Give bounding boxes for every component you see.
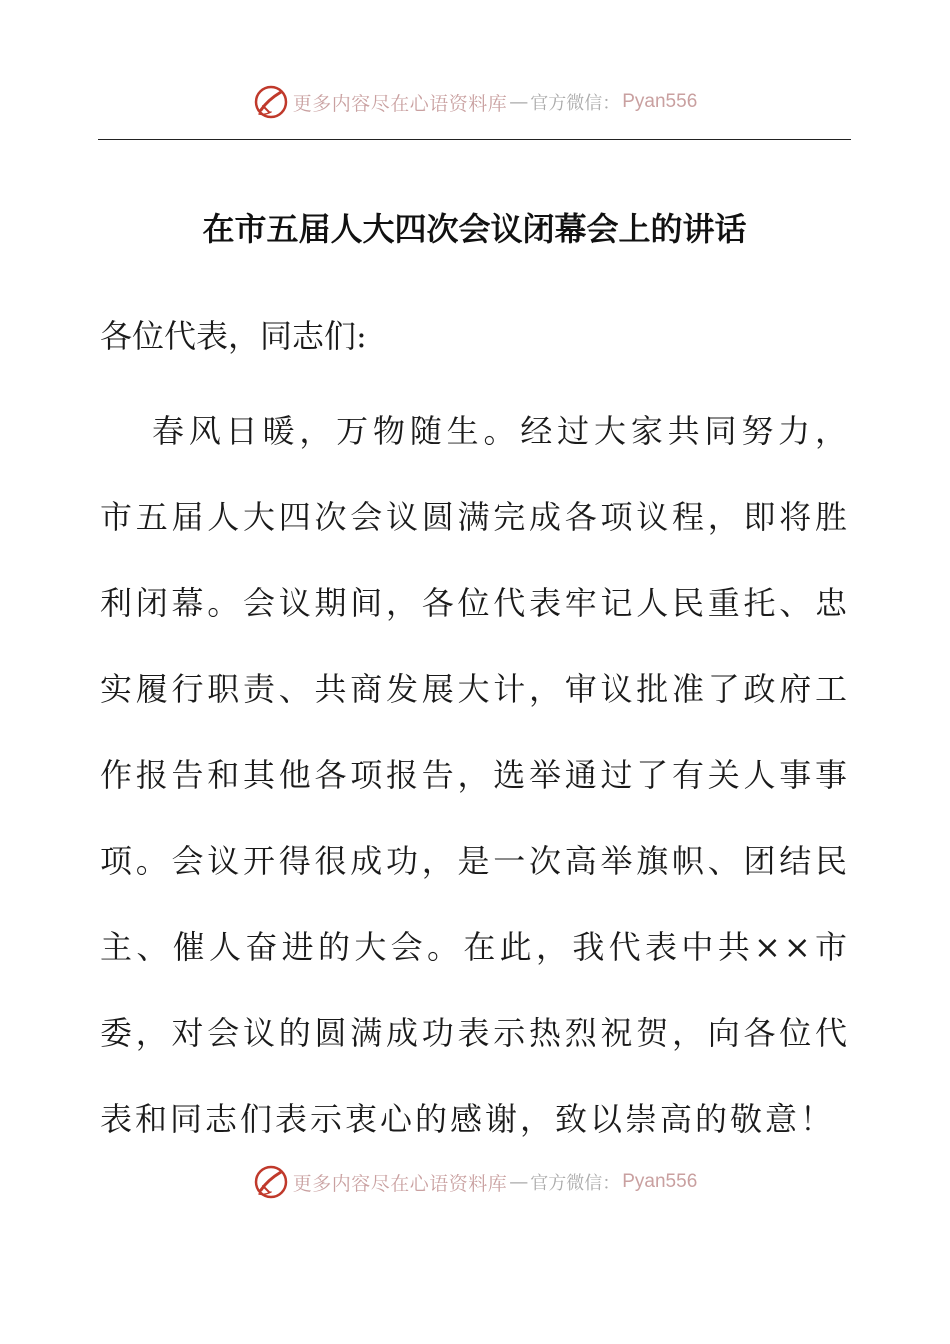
pen-logo-icon	[253, 84, 289, 120]
banner-text: 更多内容尽在心语资料库	[292, 92, 508, 115]
banner-separator: —	[509, 91, 529, 113]
banner-text: 更多内容尽在心语资料库	[292, 1172, 508, 1195]
paragraph-line: 主、催人奋进的大会。在此，我代表中共××市	[100, 928, 850, 966]
salutation: 各位代表，同志们:	[100, 317, 367, 355]
paragraph-line: 利闭幕。会议期间，各位代表牢记人民重托、忠	[100, 584, 850, 622]
wechat-id: Pyan556	[622, 91, 698, 112]
wechat-id: Pyan556	[622, 1171, 698, 1192]
footer-banner	[0, 1162, 950, 1202]
wechat-label: 官方微信：	[530, 93, 621, 114]
pen-logo-icon	[253, 1164, 289, 1200]
wechat-label: 官方微信：	[530, 1173, 621, 1194]
paragraph-line: 项。会议开得很成功，是一次高举旗帜、团结民	[100, 842, 850, 880]
header-banner	[0, 82, 950, 122]
paragraph-line: 作报告和其他各项报告，选举通过了有关人事事	[100, 756, 850, 794]
paragraph-line: 实履行职责、共商发展大计，审议批准了政府工	[100, 670, 850, 708]
paragraph-line: 委，对会议的圆满成功表示热烈祝贺，向各位代	[100, 1014, 850, 1052]
banner-separator: —	[509, 1171, 529, 1193]
header-divider	[98, 139, 851, 140]
paragraph-line: 市五届人大四次会议圆满完成各项议程，即将胜	[100, 498, 850, 536]
document-title: 在市五届人大四次会议闭幕会上的讲话	[202, 210, 747, 248]
paragraph-line: 春风日暖，万物随生。经过大家共同努力，	[152, 412, 850, 450]
paragraph-line: 表和同志们表示衷心的感谢，致以崇高的敬意！	[100, 1100, 836, 1138]
